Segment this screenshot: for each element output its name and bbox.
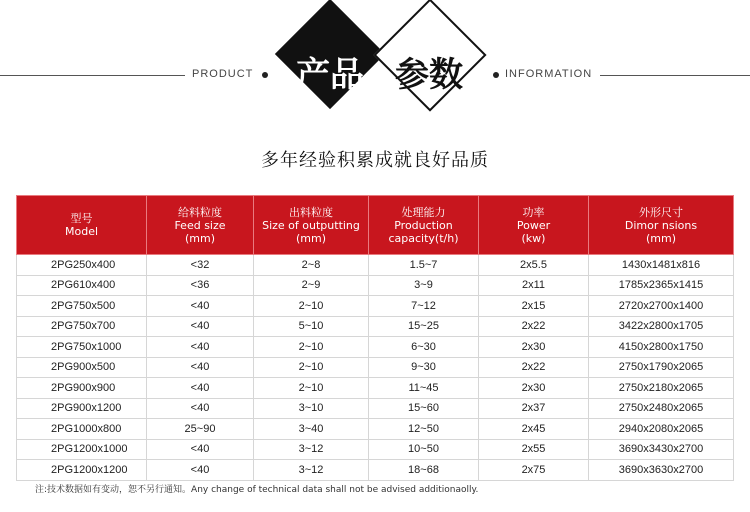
table-cell: 4150x2800x1750: [589, 337, 734, 358]
table-cell: 2x15: [479, 296, 589, 317]
table-cell: 12~50: [369, 419, 479, 440]
table-cell: 3422x2800x1705: [589, 316, 734, 337]
table-cell: 2x75: [479, 460, 589, 481]
table-cell: 11~45: [369, 378, 479, 399]
table-cell: 2~10: [254, 378, 369, 399]
table-cell: 5~10: [254, 316, 369, 337]
column-header-en: Model: [64, 225, 99, 238]
table-cell: 2~10: [254, 296, 369, 317]
table-cell: 2x11: [479, 275, 589, 296]
table-row: [17, 316, 734, 337]
table-row: [17, 398, 734, 419]
table-row: [17, 357, 734, 378]
header-information-word: INFORMATION: [505, 68, 593, 80]
table-cell: 2~10: [254, 357, 369, 378]
table-row: [17, 460, 734, 481]
column-header-en: Feed size: [174, 218, 226, 232]
table-cell: 1785x2365x1415: [589, 275, 734, 296]
page-subtitle: 多年经验积累成就良好品质: [261, 150, 489, 171]
table-cell: 2x30: [479, 337, 589, 358]
table-cell: 1.5~7: [369, 255, 479, 276]
column-header-unit: (mm): [295, 231, 326, 245]
header-dot-left: [262, 72, 268, 78]
table-cell: 2PG900x500: [17, 357, 147, 378]
table-cell: 2PG900x1200: [17, 398, 147, 419]
table-cell: 9~30: [369, 357, 479, 378]
table-cell: 2x22: [479, 316, 589, 337]
table-cell: <40: [147, 316, 254, 337]
table-body: [17, 255, 734, 481]
table-cell: 2PG1000x800: [17, 419, 147, 440]
table-cell: 1430x1481x816: [589, 255, 734, 276]
table-cell: 3690x3630x2700: [589, 460, 734, 481]
header-dot-right: [493, 72, 499, 78]
table-cell: <40: [147, 337, 254, 358]
column-header: [479, 196, 589, 255]
table-row: [17, 296, 734, 317]
column-header-en: Size of outputting: [262, 218, 360, 232]
table-cell: <40: [147, 378, 254, 399]
table-cell: 2x30: [479, 378, 589, 399]
table-cell: 3~10: [254, 398, 369, 419]
footnote: 注:技术数据如有变动，恕不另行通知。Any change of technical data shall not be advised additionaolly.: [35, 485, 479, 495]
column-header-zh: 出料粒度: [289, 205, 333, 219]
header-right-line: [600, 75, 750, 76]
table-cell: 2PG610x400: [17, 275, 147, 296]
column-header-zh: 功率: [522, 205, 545, 219]
column-header-unit: capacity(t/h): [388, 231, 459, 245]
table-row: [17, 255, 734, 276]
column-header-zh: 外形尺寸: [639, 205, 683, 219]
column-header: [369, 196, 479, 255]
table-cell: 2750x1790x2065: [589, 357, 734, 378]
table-cell: 2PG750x1000: [17, 337, 147, 358]
table-cell: 2PG1200x1000: [17, 439, 147, 460]
table-cell: 2720x2700x1400: [589, 296, 734, 317]
column-header: [254, 196, 369, 255]
table-cell: 2750x2180x2065: [589, 378, 734, 399]
table-cell: <40: [147, 296, 254, 317]
table-cell: 7~12: [369, 296, 479, 317]
column-header-zh: 处理能力: [401, 205, 446, 219]
column-header-zh: 型号: [70, 212, 93, 225]
table-cell: 10~50: [369, 439, 479, 460]
table-cell: 15~60: [369, 398, 479, 419]
table-cell: 2PG900x900: [17, 378, 147, 399]
table-cell: 25~90: [147, 419, 254, 440]
table-cell: 2~8: [254, 255, 369, 276]
table-cell: 2940x2080x2065: [589, 419, 734, 440]
table-cell: 2x55: [479, 439, 589, 460]
table-cell: 3~40: [254, 419, 369, 440]
table-cell: 6~30: [369, 337, 479, 358]
table-cell: 2x22: [479, 357, 589, 378]
spec-table: [16, 195, 734, 481]
table-cell: 2750x2480x2065: [589, 398, 734, 419]
table-row: [17, 275, 734, 296]
table-cell: 2PG250x400: [17, 255, 147, 276]
table-row: [17, 337, 734, 358]
table-cell: 3~12: [254, 439, 369, 460]
table-cell: <40: [147, 460, 254, 481]
table-cell: 3690x3430x2700: [589, 439, 734, 460]
column-header-en: Power: [516, 218, 551, 232]
column-header: [17, 196, 147, 255]
table-cell: 3~12: [254, 460, 369, 481]
table-cell: 18~68: [369, 460, 479, 481]
badge-title-params: 参数: [395, 55, 463, 95]
header-product-word: PRODUCT: [192, 68, 254, 80]
table-cell: 2x37: [479, 398, 589, 419]
table-cell: 2PG750x500: [17, 296, 147, 317]
table-cell: <40: [147, 357, 254, 378]
badge-title-product: 产品: [296, 55, 364, 95]
column-header-en: Production: [394, 218, 453, 232]
table-cell: 2x45: [479, 419, 589, 440]
column-header-unit: (mm): [645, 231, 676, 245]
column-header-unit: (mm): [184, 231, 215, 245]
table-cell: 2~9: [254, 275, 369, 296]
table-cell: 2PG750x700: [17, 316, 147, 337]
column-header: [589, 196, 734, 255]
column-header-zh: 给料粒度: [178, 205, 222, 219]
table-cell: <40: [147, 439, 254, 460]
column-header-unit: (kw): [521, 231, 546, 245]
table-cell: 2PG1200x1200: [17, 460, 147, 481]
table-cell: <32: [147, 255, 254, 276]
table-cell: 2~10: [254, 337, 369, 358]
table-row: [17, 378, 734, 399]
column-header-en: Dimor nsions: [624, 218, 698, 232]
table-row: [17, 439, 734, 460]
table-cell: 3~9: [369, 275, 479, 296]
table-header-row: [17, 196, 734, 255]
column-header: [147, 196, 254, 255]
table-cell: <40: [147, 398, 254, 419]
table-cell: 15~25: [369, 316, 479, 337]
table-cell: 2x5.5: [479, 255, 589, 276]
header-left-line: [0, 75, 185, 76]
table-row: [17, 419, 734, 440]
table-cell: <36: [147, 275, 254, 296]
